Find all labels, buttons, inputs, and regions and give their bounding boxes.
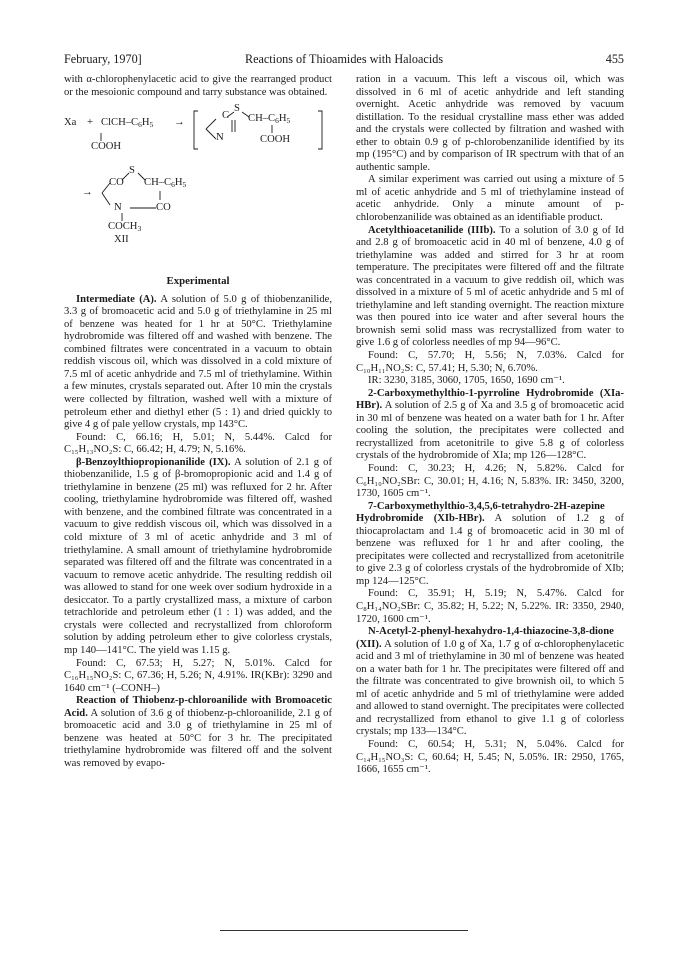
scheme-ch-2: $CH-C_6H_5$ xyxy=(144,177,187,190)
scheme-s-2: S xyxy=(129,165,135,177)
ir-compound-iiib: IR: 3230, 3185, 3060, 1705, 1650, 1690 cm⁻¹. xyxy=(368,375,565,387)
page-number: 455 xyxy=(605,52,624,66)
scheme-n-1: N xyxy=(216,132,224,144)
analysis-compound-ix: Found: C, 67.53; H, 5.27; N, 5.01%. Calcd for C₁₆H₁₅NO₂S: C, 67.36; H, 5.26; N, 4.91%. IR(KBr): 3290 and 1640 cm⁻¹ (–CONH–) xyxy=(64,657,332,694)
scheme-coch3: $COCH_3$ xyxy=(108,221,142,234)
section-heading-experimental: Experimental xyxy=(166,275,230,288)
paragraph-continued: ration in a vacuum. This left a viscous oil, which was dissolved in 6 ml of acetic anhydride and left standing overnight. Acetic anhydride was removed by vacuum distillation. To the residual crystalline mass ether was added and the crystals were collected by filtration and washed with ether to obtain 0.9 g of p-chlorobenzanilide identified by its mp (195°C) and by comparison of IR spectrum with that of an authentic sample. xyxy=(356,74,624,173)
scheme-arrow-2: → xyxy=(82,187,93,199)
scheme-n-2: N xyxy=(114,202,122,214)
end-rule xyxy=(220,930,468,931)
paragraph-compound-xib: 7-Carboxymethylthio-3,4,5,6-tetrahydro-2H-azepine Hydrobromide (XIb-HBr). A solution of 1.2 g of thiocaprolactam and 1.4 g of bromoacetic acid in 30 ml of benzene was refluxed for 1 hr and after cooling, the precipitates were collected and recrystallized from acetonitrile to give 2.3 g of colorless crystals of the hydrobromide of XIb; mp 124—125°C. xyxy=(356,500,624,587)
paragraph-similar-experiment: A similar experiment was carried out using a mixture of 5 ml of acetic anhydride and 5 ml of triethylamine instead of acetic anhydride. Only a minute amount of p-chlorobenzanilide was obtained as an identifiable product. xyxy=(356,174,624,224)
intro-paragraph: with α-chlorophenylacetic acid to give the rearranged product or the mesoionic compound and tarry substance was obtained. xyxy=(64,74,332,98)
paragraph-compound-ix: β-Benzoylthiopropionanilide (IX). A solution of 2.1 g of thiobenzanilide, 1.5 g of β-bromopropionic acid and 1.4 g of triethylamine in benzene (25 ml) was refluxed for 2 hr. After cooling, triethylamine hydrobromide was filtered off, washed with benzene, and the combined filtrate was concentrated in a vacuum to give reddish viscous oil, which was dissolved in a cold mixture of 3 ml of acetic anhydride and 3 ml of triethylamine. A small amount of triethylamine hydrobromide separated was filtered off and the filtrate was concentrated in a vacuum to remove acetic anhydride. The resulting reddish oil was allowed to stand for one week over sodium hydroxide in a desiccator. To a partly crystallized mass, a mixture of carbon tetrachloride and petroleum ether (1 : 1) was added, and the crystals were collected and recrystallized from chloroform solution by adding petroleum ether to give colorless crystals, mp 140—141°C. The yield was 1.15 g. xyxy=(64,456,332,656)
scheme-co-1: CO xyxy=(109,177,124,189)
analysis-compound-xii: Found: C, 60.54; H, 5.31; N, 5.04%. Calcd for C₁₄H₁₅NO₃S: C, 60.64; H, 5.45; N, 5.05%. IR: 2950, 1765, 1666, 1655 cm⁻¹. xyxy=(356,738,624,776)
scheme-xa: Xa xyxy=(64,117,77,129)
paragraph-intermediate-a: Intermediate (A). A solution of 5.0 g of thiobenzanilide, 3.3 g of bromoacetic acid and 5.0 g of triethylamine in 25 ml of benzene was heated for 1 hr at 50°C. Triethylamine hydrobromide was filtered off and washed with benzene. The combined filtrates were concentrated in a vacuum to obtain reddish viscous oil, which was dissolved in a cold mixture of 7.5 ml of acetic anhydride and 7.5 ml of triethylamine. Within a few minutes, crystals separated out. After 10 min the crystals were collected by filtration, washed well with a mixture of petroleum ether and diethyl ether (5 : 1) and dried quickly to give 4 g of pale yellow crystals, mp 143°C. xyxy=(64,293,332,431)
analysis-compound-xia: Found: C, 30.23; H, 4.26; N, 5.82%. Calcd for C₆H₁₀NO₂SBr: C, 30.01; H, 4.16; N, 5.83%. IR: 3450, 3200, 1730, 1605 cm⁻¹. xyxy=(356,462,624,500)
scheme-s-1: S xyxy=(234,103,240,115)
scheme-c-1: C xyxy=(222,110,230,122)
header-date: February, 1970] xyxy=(64,52,142,66)
left-column xyxy=(64,74,332,770)
scheme-cooh-1: COOH xyxy=(91,141,122,153)
right-column xyxy=(356,74,624,777)
scheme-ch-1: $CH-C_6H_5$ xyxy=(248,113,291,126)
paragraph-chloroanilide-reaction: Reaction of Thiobenz-p-chloroanilide with Bromoacetic Acid. A solution of 3.6 g of thiobenz-p-chloroanilide, 2.1 g of bromoacetic acid and 3.0 g of triethylamine in 25 ml of benzene was heated at 50°C for 3 hr. The precipitated triethylamine hydrobromide was filtered off and the solvent was removed by evapo- xyxy=(64,695,332,769)
analysis-intermediate-a: Found: C, 66.16; H, 5.01; N, 5.44%. Calcd for C₁₅H₁₃NO₂S: C, 66.42; H, 4.79; N, 5.16%. xyxy=(64,431,332,456)
analysis-compound-xib: Found: C, 35.91; H, 5.19; N, 5.47%. Calcd for C₈H₁₄NO₂SBr: C, 35.82; H, 5.22; N, 5.22%. IR: 3350, 2940, 1720, 1600 cm⁻¹. xyxy=(356,588,624,625)
scheme-arrow-1: → xyxy=(174,117,185,129)
scheme-cooh-2: COOH xyxy=(260,134,291,146)
scheme-plus: + xyxy=(87,117,93,129)
scheme-co-2: CO xyxy=(156,202,171,214)
paragraph-compound-xii: N-Acetyl-2-phenyl-hexahydro-1,4-thiazocine-3,8-dione (XII). A solution of 1.0 g of Xa, 1.7 g of α-chlorophenylacetic acid and 3 ml of triethylamine in 30 ml of benzene was heated on a water bath for 1 hr. The precipitates were filtered off and the filtrate was concentrated to give brownish oil, to which 5 ml of acetic anhydride and 5 ml of triethylamine were added and allowed to stand overnight. The precipitates were collected and recrystallized from ethanol to give 1.1 g of colorless crystals; mp 133—134°C. xyxy=(356,626,624,738)
scheme-reagent: ClCH–$C_6H_5$ xyxy=(101,117,154,130)
paragraph-compound-iiib: Acetylthioacetanilide (IIIb). To a solution of 3.0 g of Id and 2.8 g of bromoacetic acid in 40 ml of benzene, 4.0 g of triethylamine was added and stirred for 3 hr at room temperature. The precipitates were filtered off and the filtrate was concentrated in a vacuum to give reddish oil, which was dissolved in a mixture of 5 ml of acetic anhydride and 5 ml of triethylamine and left standing overnight. The reaction mixture was then poured into ice water and after several hours the brownish semi solid mass was recrystallized from water to give 1.6 g of colorless needles of mp 94—96°C. xyxy=(356,224,624,349)
header-title: Reactions of Thioamides with Haloacids xyxy=(244,52,444,66)
scheme-label-xii: XII xyxy=(114,234,129,246)
analysis-compound-iiib: Found: C, 57.70; H, 5.56; N, 7.03%. Calcd for C₁₀H₁₁NO₂S: C, 57.41; H, 5.30; N, 6.70%. xyxy=(356,350,624,374)
reaction-scheme xyxy=(64,103,332,255)
paragraph-compound-xia: 2-Carboxymethylthio-1-pyrroline Hydrobromide (XIa-HBr). A solution of 2.5 g of Xa and 3.5 g of bromoacetic acid in 30 ml of benzene was heated on a water bath for 1 hr. After cooling the solution, the precipitates were collected and recrystallized from acetonitrile to give 5.8 g of colorless crystals of the hydrobromide of XIa; mp 126—128°C. xyxy=(356,387,624,462)
running-header xyxy=(64,52,624,68)
